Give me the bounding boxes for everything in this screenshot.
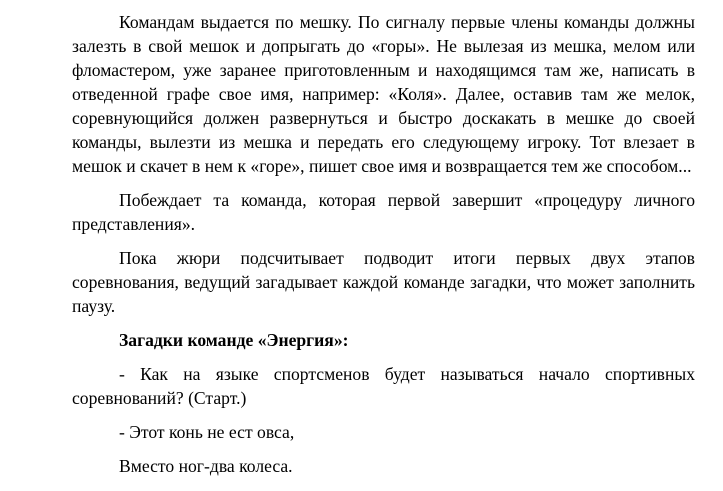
riddles-heading: Загадки команде «Энергия»:	[119, 330, 349, 350]
paragraph-jury-pause: Пока жюри подсчитывает подводит итоги первых двух этапов соревнования, ведущий загадывает каждой команде загадки, что может заполнить паузу.	[72, 248, 695, 316]
riddle-bicycle-line-1: - Этот конь не ест овса,	[119, 422, 295, 442]
paragraph-winner: Побеждает та команда, которая первой завершит «процедуру личного представления».	[72, 190, 695, 234]
riddle-start: - Как на языке спортсменов будет называться начало спортивных соревнований? (Старт.)	[72, 364, 695, 408]
document-page	[72, 10, 695, 488]
paragraph-sack-race-rules: Командам выдается по мешку. По сигналу первые члены команды должны залезть в свой мешок и допрыгать до «горы». Не вылезая из мешка, мелом или фломастером, уже заранее приготовленным и находящимся там же, написать в отведенной графе свое имя, например: «Коля». Далее, оставив там же мелок, соревнующийся должен развернуться и быстро доскакать в мешке до своей команды, вылезти из мешка и передать его следующему игроку. Тот влезает в мешок и скачет в нем к «горе», пишет свое имя и возвращается тем же способом...	[72, 12, 695, 176]
riddle-bicycle-line-2: Вместо ног-два колеса.	[119, 456, 293, 476]
